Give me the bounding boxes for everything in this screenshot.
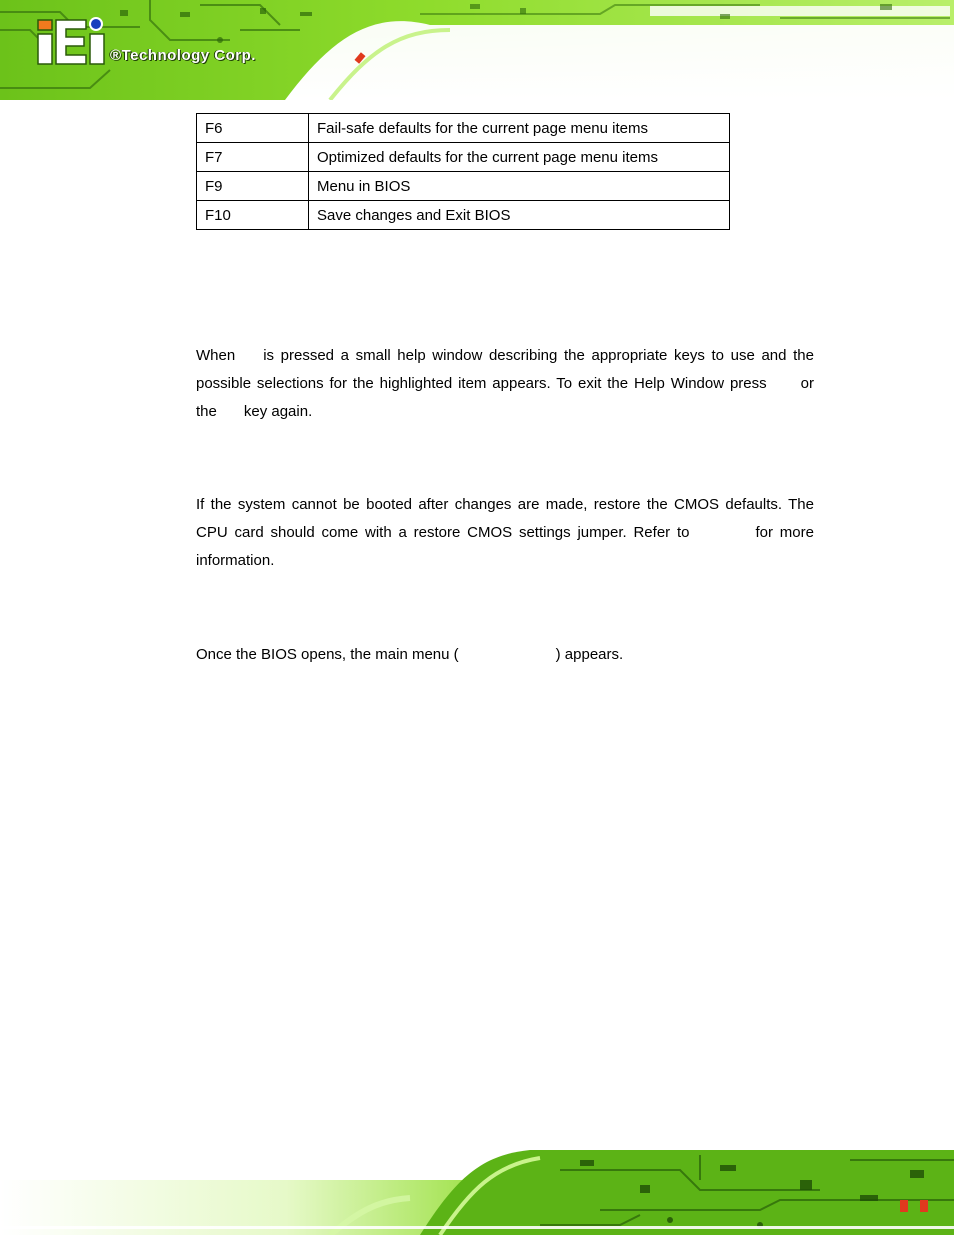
help-text: key again. <box>243 403 313 420</box>
help-paragraph <box>196 342 814 426</box>
description-cell: Save changes and Exit BIOS <box>309 201 730 230</box>
table-row <box>197 201 730 230</box>
main-menu-text: Once the BIOS opens, the main menu ( <box>196 646 459 663</box>
reboot-paragraph <box>196 491 814 575</box>
main-menu-line <box>196 641 814 669</box>
reboot-text: If the system cannot be booted after changes are made, restore the CMOS defaults. The <box>196 496 814 513</box>
reboot-line-1 <box>196 491 814 519</box>
key-cell: F9 <box>197 172 309 201</box>
help-line-3 <box>196 398 814 426</box>
reboot-line-3 <box>196 547 814 575</box>
description-cell: Menu in BIOS <box>309 172 730 201</box>
help-text: is pressed a small help window describing the appropriate keys to use and the <box>263 347 814 364</box>
page-footer <box>0 1140 954 1235</box>
help-line-1 <box>196 342 814 370</box>
key-cell: F10 <box>197 201 309 230</box>
help-line-2 <box>196 370 814 398</box>
description-cell: Fail-safe defaults for the current page menu items <box>309 114 730 143</box>
reboot-text: CPU card should come with a restore CMOS settings jumper. Refer to <box>196 524 690 541</box>
key-cell: F6 <box>197 114 309 143</box>
page-header <box>0 0 954 100</box>
bios-key-table <box>196 113 730 230</box>
iei-logo-mark <box>38 18 104 64</box>
key-cell: F7 <box>197 143 309 172</box>
main-menu-text: ) appears. <box>555 646 624 663</box>
table-row <box>197 172 730 201</box>
company-name: ®Technology Corp. <box>110 47 256 64</box>
help-text: possible selections for the highlighted item appears. To exit the Help Window press <box>196 375 767 392</box>
reboot-text: information. <box>196 552 275 569</box>
reboot-line-2 <box>196 519 814 547</box>
help-text: or <box>800 375 814 392</box>
help-text: the <box>196 403 217 420</box>
table-row <box>197 143 730 172</box>
pcb-footer-graphic <box>0 1140 954 1235</box>
main-menu-paragraph <box>196 641 814 669</box>
description-cell: Optimized defaults for the current page menu items <box>309 143 730 172</box>
table-row <box>197 114 730 143</box>
reboot-text: for more <box>755 524 814 541</box>
help-text: When <box>196 347 236 364</box>
